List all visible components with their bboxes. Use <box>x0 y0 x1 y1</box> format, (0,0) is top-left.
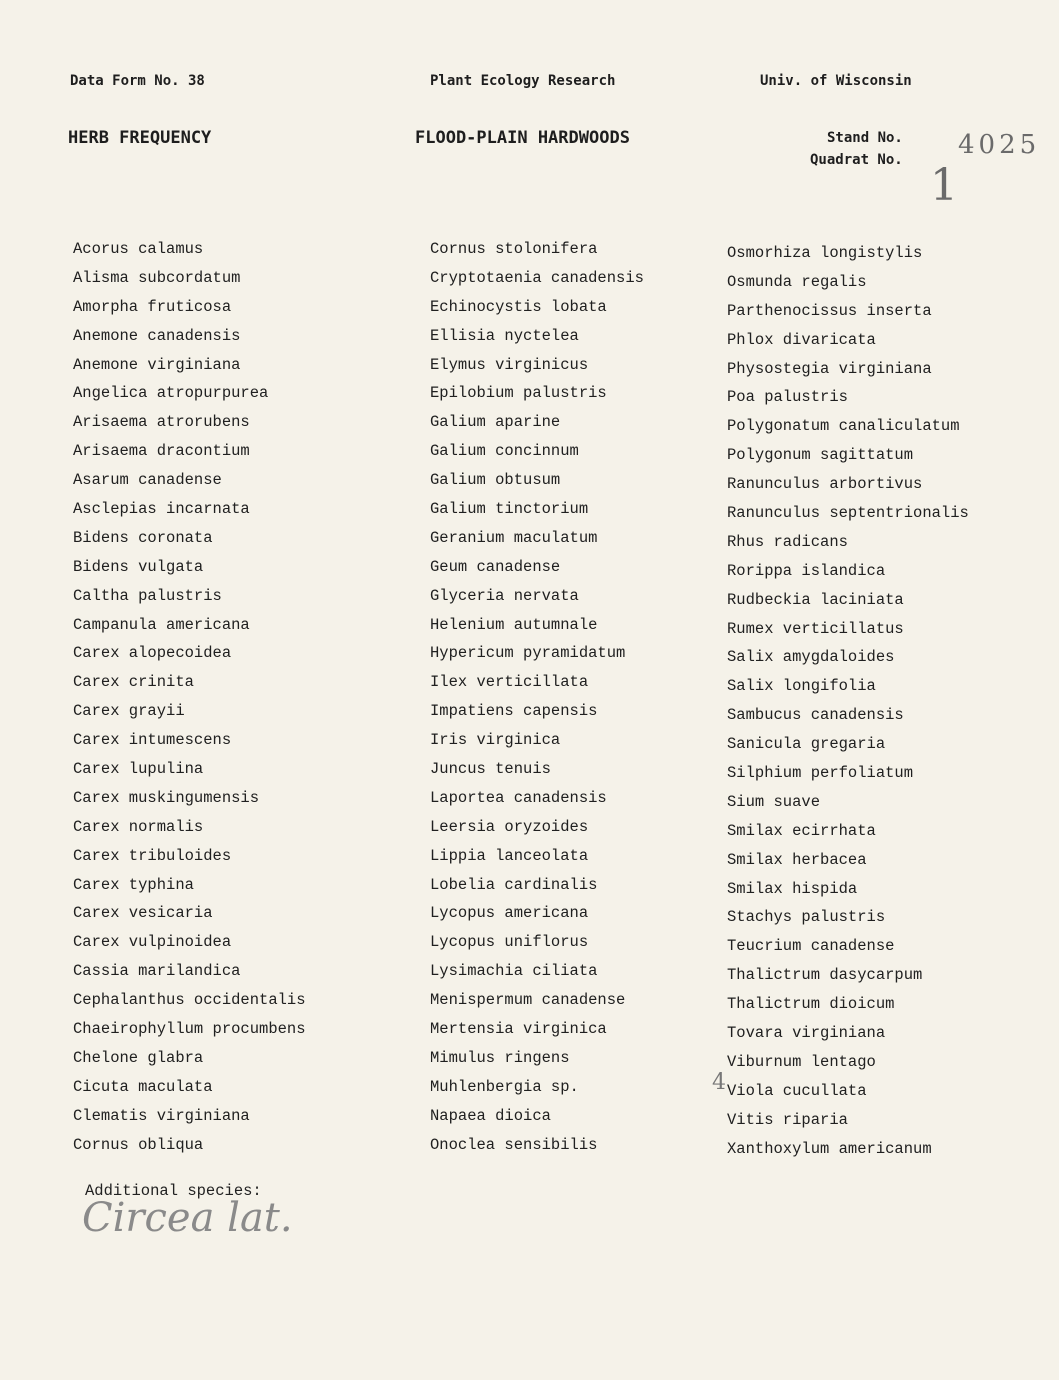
species-column-1 <box>73 238 306 1163</box>
species-item: Geranium maculatum <box>430 528 598 547</box>
species-item: Carex tribuloides <box>73 846 232 865</box>
species-item: Muhlenbergia sp. <box>430 1077 579 1096</box>
species-item: Ilex verticillata <box>430 673 589 692</box>
quadrat-number-handwritten: 1 <box>930 160 958 211</box>
species-item: Carex vesicaria <box>73 904 213 923</box>
species-item: Leersia oryzoides <box>430 817 589 836</box>
species-item: Bidens vulgata <box>73 557 204 576</box>
species-item: Mimulus ringens <box>430 1048 570 1067</box>
species-item: Osmorhiza longistylis <box>727 244 923 262</box>
species-item: Iris virginica <box>430 731 561 750</box>
species-item: Angelica atropurpurea <box>73 384 269 403</box>
species-item: Carex intumescens <box>73 731 232 750</box>
stand-number-handwritten: 4025 <box>958 130 1041 160</box>
quadrat-label: Quadrat No. <box>810 152 903 168</box>
species-item: Osmunda regalis <box>727 272 867 291</box>
species-item: Carex vulpinoidea <box>73 933 232 952</box>
species-item: Amorpha fruticosa <box>73 297 232 316</box>
species-item: Bidens coronata <box>73 528 213 547</box>
species-item: Arisaema dracontium <box>73 442 250 461</box>
species-item: Smilax ecirrhata <box>727 821 876 840</box>
species-item: Viola cucullata <box>727 1081 867 1100</box>
species-item: Rudbeckia laciniata <box>727 590 904 609</box>
organization: Plant Ecology Research <box>430 73 616 89</box>
species-item: Carex crinita <box>73 673 194 692</box>
species-column-3 <box>727 242 969 1167</box>
species-item: Cassia marilandica <box>73 962 241 981</box>
species-item: Juncus tenuis <box>430 760 551 779</box>
species-item: Rumex verticillatus <box>727 619 904 638</box>
species-item: Galium tinctorium <box>430 500 589 519</box>
species-item: Vitis riparia <box>727 1110 848 1129</box>
species-item: Rhus radicans <box>727 532 848 551</box>
species-item: Sium suave <box>727 792 821 811</box>
species-item: Arisaema atrorubens <box>73 413 250 432</box>
viola-margin-mark: 4 <box>712 1070 726 1095</box>
species-item: Polygonum sagittatum <box>727 446 914 465</box>
species-item: Carex alopecoidea <box>73 644 232 663</box>
species-item: Smilax herbacea <box>727 850 867 869</box>
species-item: Phlox divaricata <box>727 330 876 349</box>
species-item: Impatiens capensis <box>430 702 598 721</box>
form-title: HERB FREQUENCY <box>68 128 212 148</box>
stand-label: Stand No. <box>827 130 903 146</box>
species-item: Lycopus americana <box>430 904 589 923</box>
species-item: Galium aparine <box>430 413 561 432</box>
species-item: Poa palustris <box>727 388 848 407</box>
species-item: Thalictrum dasycarpum <box>727 966 923 985</box>
form-number: Data Form No. 38 <box>70 73 205 89</box>
species-item: Ellisia nyctelea <box>430 326 579 345</box>
species-item: Carex grayii <box>73 702 185 721</box>
species-item: Elymus virginicus <box>430 355 589 374</box>
species-item: Carex lupulina <box>73 760 204 779</box>
species-item: Cryptotaenia canadensis <box>430 268 644 287</box>
species-item: Anemone canadensis <box>73 326 241 345</box>
species-item: Sanicula gregaria <box>727 735 886 754</box>
species-column-2 <box>430 238 644 1163</box>
species-item: Geum canadense <box>430 557 561 576</box>
species-item: Napaea dioica <box>430 1106 551 1125</box>
species-item: Stachys palustris <box>727 908 886 927</box>
species-item: Lippia lanceolata <box>430 846 589 865</box>
species-item: Chaeirophyllum procumbens <box>73 1020 306 1039</box>
species-item: Teucrium canadense <box>727 937 895 956</box>
species-item: Ranunculus septentrionalis <box>727 504 969 523</box>
species-item: Menispermum canadense <box>430 991 626 1010</box>
species-item: Cornus stolonifera <box>430 240 598 258</box>
species-item: Physostegia virginiana <box>727 359 932 378</box>
species-item: Glyceria nervata <box>430 586 579 605</box>
species-item: Parthenocissus inserta <box>727 301 932 320</box>
species-item: Carex normalis <box>73 817 204 836</box>
species-item: Caltha palustris <box>73 586 222 605</box>
species-item: Campanula americana <box>73 615 250 634</box>
university: Univ. of Wisconsin <box>760 73 912 89</box>
species-item: Smilax hispida <box>727 879 858 898</box>
species-item: Hypericum pyramidatum <box>430 644 626 663</box>
species-item: Laportea canadensis <box>430 788 607 807</box>
species-item: Clematis virginiana <box>73 1106 250 1125</box>
species-item: Xanthoxylum americanum <box>727 1139 932 1158</box>
species-item: Thalictrum dioicum <box>727 995 895 1014</box>
species-item: Cicuta maculata <box>73 1077 213 1096</box>
species-item: Silphium perfoliatum <box>727 764 914 783</box>
species-item: Cephalanthus occidentalis <box>73 991 306 1010</box>
species-item: Lycopus uniflorus <box>430 933 589 952</box>
species-item: Salix longifolia <box>727 677 876 696</box>
species-item: Helenium autumnale <box>430 615 598 634</box>
species-item: Carex muskingumensis <box>73 788 260 807</box>
species-item: Anemone virginiana <box>73 355 241 374</box>
species-item: Mertensia virginica <box>430 1020 607 1039</box>
species-item: Epilobium palustris <box>430 384 607 403</box>
species-item: Echinocystis lobata <box>430 297 607 316</box>
species-item: Ranunculus arbortivus <box>727 475 923 494</box>
species-item: Galium concinnum <box>430 442 579 461</box>
community-title: FLOOD-PLAIN HARDWOODS <box>415 128 630 148</box>
species-item: Salix amygdaloides <box>727 648 895 667</box>
species-item: Carex typhina <box>73 875 194 894</box>
additional-species-handwritten: Circea lat. <box>82 1195 293 1241</box>
species-item: Cornus obliqua <box>73 1135 204 1154</box>
species-item: Lysimachia ciliata <box>430 962 598 981</box>
species-item: Onoclea sensibilis <box>430 1135 598 1154</box>
species-item: Polygonatum canaliculatum <box>727 417 960 436</box>
species-item: Lobelia cardinalis <box>430 875 598 894</box>
species-item: Asclepias incarnata <box>73 500 250 519</box>
additional-species-label: Additional species: <box>85 1182 262 1200</box>
species-item: Rorippa islandica <box>727 561 886 580</box>
species-item: Asarum canadense <box>73 471 222 490</box>
species-item: Viburnum lentago <box>727 1052 876 1071</box>
species-item: Acorus calamus <box>73 240 204 258</box>
species-item: Sambucus canadensis <box>727 706 904 725</box>
species-item: Galium obtusum <box>430 471 561 490</box>
species-item: Chelone glabra <box>73 1048 204 1067</box>
species-item: Tovara virginiana <box>727 1024 886 1043</box>
species-item: Alisma subcordatum <box>73 268 241 287</box>
